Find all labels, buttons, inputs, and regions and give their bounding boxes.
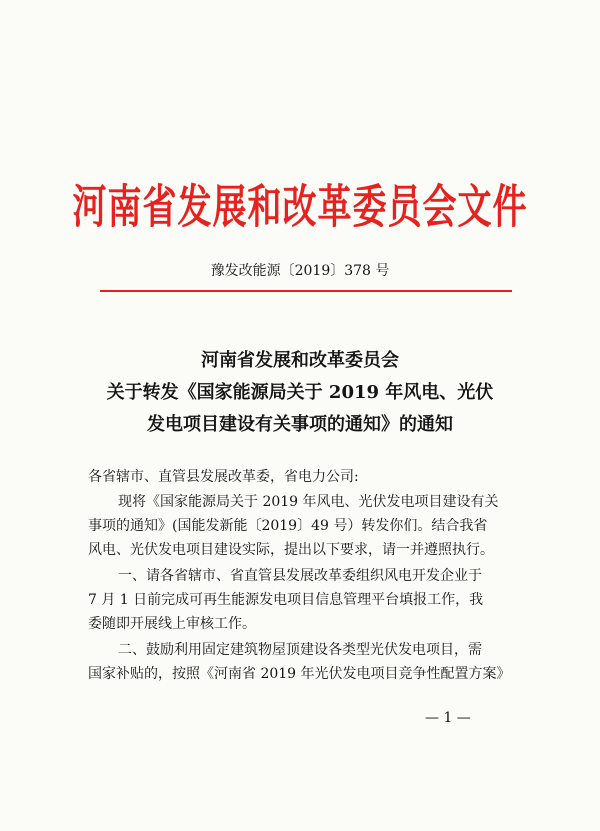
paragraph-line: 一、请各省辖市、省直管县发展改革委组织风电开发企业于 bbox=[118, 568, 482, 584]
paragraph-line: 委随即开展线上审核工作。 bbox=[88, 616, 256, 632]
paragraph-line: 二、鼓励利用固定建筑物屋顶建设各类型光伏发电项目，需 bbox=[118, 642, 482, 658]
notice-title-line: 河南省发展和改革委员会 bbox=[201, 350, 399, 371]
paragraph-line: 风电、光伏发电项目建设实际，提出以下要求，请一并遵照执行。 bbox=[88, 542, 494, 558]
paragraph-line: 7 月 1 日前完成可再生能源发电项目信息管理平台填报工作，我 bbox=[88, 592, 484, 608]
paragraph-line: 国家补贴的，按照《河南省 2019 年光伏发电项目竞争性配置方案》 bbox=[88, 666, 511, 682]
body-text bbox=[88, 490, 511, 688]
notice-title bbox=[0, 345, 600, 441]
notice-title-line: 发电项目建设有关事项的通知》的通知 bbox=[147, 414, 453, 435]
paragraph-line: 现将《国家能源局关于 2019 年风电、光伏发电项目建设有关 bbox=[118, 494, 499, 510]
paragraph bbox=[88, 490, 508, 562]
page-number: — 1 — bbox=[425, 710, 471, 726]
notice-title-line: 关于转发《国家能源局关于 2019 年风电、光伏 bbox=[106, 382, 494, 403]
red-divider-line bbox=[100, 290, 512, 292]
paragraph bbox=[88, 564, 508, 636]
document-number: 豫发改能源〔2019〕378 号 bbox=[210, 263, 390, 279]
paragraph-line: 事项的通知》(国能发新能〔2019〕49 号）转发你们。结合我省 bbox=[88, 518, 488, 534]
salutation: 各省辖市、直管县发展改革委，省电力公司: bbox=[88, 469, 359, 485]
paragraph bbox=[88, 638, 511, 686]
document-header-title: 河南省发展和改革委员会文件 bbox=[72, 180, 528, 235]
